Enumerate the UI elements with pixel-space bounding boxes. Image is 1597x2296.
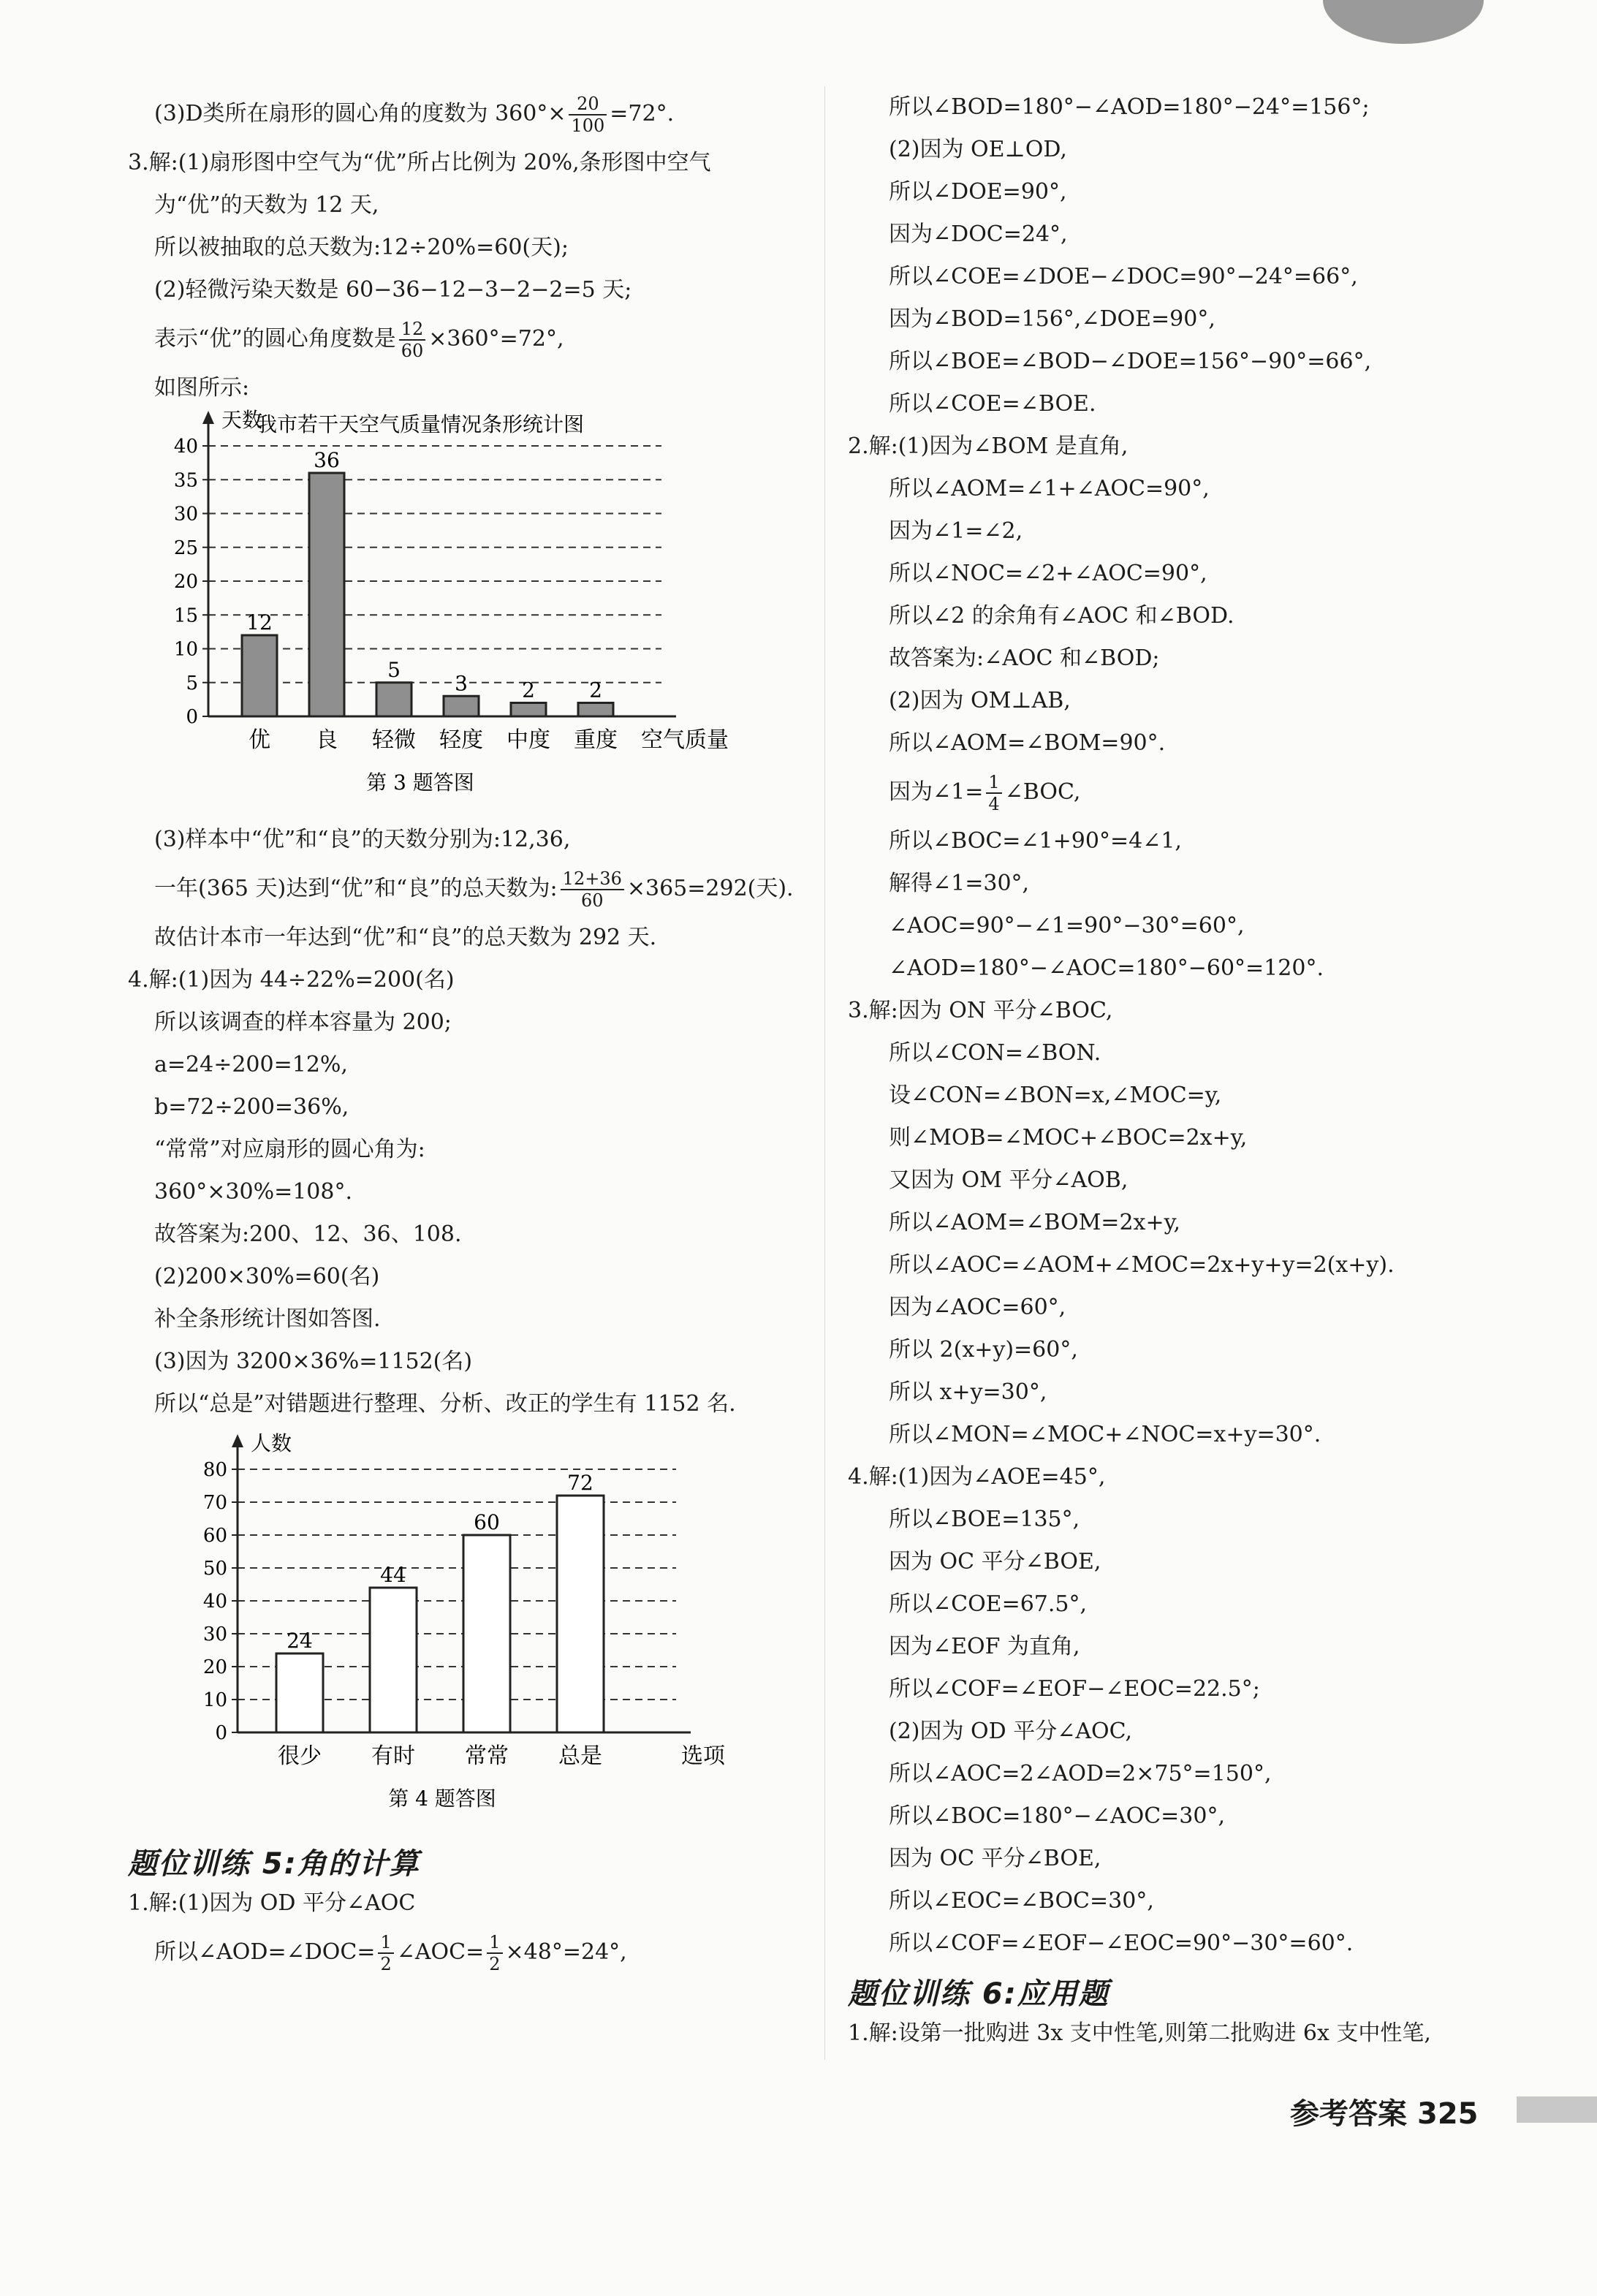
text-line: 所以∠2 的余角有∠AOC 和∠BOD.	[889, 603, 1234, 629]
fraction	[399, 319, 426, 361]
fraction-numerator: 1	[378, 1932, 393, 1954]
x-tick-label: 轻微	[372, 727, 416, 753]
text-line: 所以∠MON=∠MOC+∠NOC=x+y=30°.	[889, 1422, 1321, 1447]
text-span: ×360°=72°,	[428, 326, 564, 352]
y-tick-label: 0	[186, 706, 198, 728]
bar	[376, 683, 411, 716]
chart-air-quality-svg	[128, 409, 771, 819]
bar-value-label: 36	[314, 448, 340, 472]
text-line: 所以∠AOM=∠1+∠AOC=90°,	[889, 476, 1210, 501]
text-line: 所以∠AOC=∠AOM+∠MOC=2x+y+y=2(x+y).	[889, 1252, 1395, 1278]
text-line: 所以∠AOM=∠BOM=90°.	[889, 730, 1166, 756]
text-line: 所以∠COE=∠BOE.	[889, 391, 1096, 417]
text-line: (3)样本中“优”和“良”的天数分别为:12,36,	[154, 827, 571, 852]
text-line	[128, 861, 808, 917]
fraction-numerator: 12	[399, 319, 426, 341]
page-corner-decoration	[1323, 0, 1484, 44]
text-line: 所以∠COE=∠DOE−∠DOC=90°−24°=66°,	[889, 264, 1358, 289]
text-line: 因为∠DOC=24°,	[889, 221, 1068, 247]
y-tick-label: 10	[202, 1689, 227, 1711]
bar-value-label: 44	[380, 1563, 406, 1587]
text-line: 故答案为:∠AOC 和∠BOD;	[889, 645, 1160, 671]
fraction-denominator: 100	[571, 115, 605, 136]
section-title-5: 题位训练 5:角的计算	[128, 1835, 808, 1882]
text-line: (2)因为 OD 平分∠AOC,	[889, 1719, 1133, 1744]
right-column	[848, 86, 1506, 2055]
text-line: 4.解:(1)因为 44÷22%=200(名)	[128, 967, 455, 993]
bar-value-label: 5	[387, 657, 401, 682]
text-line: 所以被抽取的总天数为:12÷20%=60(天);	[154, 235, 569, 260]
y-tick-label: 5	[186, 672, 198, 694]
bar-value-label: 60	[474, 1510, 500, 1534]
x-tick-label: 常常	[465, 1743, 509, 1769]
x-tick-label: 很少	[278, 1743, 322, 1769]
fraction-numerator: 1	[986, 772, 1001, 794]
y-tick-label: 40	[173, 436, 198, 458]
x-tick-label: 有时	[371, 1743, 415, 1769]
text-line: 因为∠EOF 为直角,	[889, 1634, 1080, 1659]
text-line: 则∠MOB=∠MOC+∠BOC=2x+y,	[889, 1125, 1248, 1151]
text-line: ∠AOC=90°−∠1=90°−30°=60°,	[889, 913, 1245, 939]
fraction-numerator: 20	[569, 94, 607, 115]
y-tick-label: 20	[202, 1656, 227, 1678]
bar	[370, 1588, 417, 1732]
text-line: 所以∠COF=∠EOF−∠EOC=90°−30°=60°.	[889, 1931, 1354, 1956]
footer-label: 参考答案	[1290, 2097, 1407, 2131]
text-line: 所以∠AOM=∠BOM=2x+y,	[889, 1210, 1181, 1235]
text-line: 所以该调查的样本容量为 200;	[154, 1009, 452, 1035]
text-line: 2.解:(1)因为∠BOM 是直角,	[848, 433, 1128, 459]
left-column	[128, 86, 808, 1980]
text-line: 所以∠BOE=∠BOD−∠DOE=156°−90°=66°,	[889, 349, 1372, 374]
text-line: 所以∠COF=∠EOF−∠EOC=22.5°;	[889, 1676, 1260, 1702]
text-line	[128, 311, 808, 367]
footer-decoration-bar	[1517, 2096, 1597, 2123]
text-line: 所以∠BOC=180°−∠AOC=30°,	[889, 1803, 1226, 1829]
fraction-numerator: 12+36	[561, 868, 624, 890]
y-tick-label: 30	[202, 1624, 227, 1645]
fraction-denominator: 4	[988, 794, 1000, 814]
bar	[276, 1653, 323, 1732]
y-tick-label: 60	[202, 1525, 227, 1547]
text-line: 补全条形统计图如答图.	[154, 1306, 381, 1332]
text-line: 所以∠BOE=135°,	[889, 1507, 1080, 1532]
text-span: 一年(365 天)达到“优”和“良”的总天数为:	[154, 876, 558, 901]
y-tick-label: 35	[173, 469, 198, 492]
bar	[578, 703, 613, 717]
chart-survey-svg	[128, 1425, 771, 1835]
text-span: ∠BOC,	[1004, 779, 1081, 805]
text-line: 所以 2(x+y)=60°,	[889, 1337, 1078, 1363]
text-span: ∠AOC=	[396, 1939, 485, 1965]
chart-caption: 第 3 题答图	[366, 770, 474, 795]
text-line: 为“优”的天数为 12 天,	[154, 192, 379, 218]
text-span: ×365=292(天).	[626, 876, 794, 901]
x-tick-label: 总是	[558, 1743, 602, 1769]
text-span: (3)D类所在扇形的圆心角的度数为 360°×	[154, 101, 566, 126]
text-line: 所以∠BOC=∠1+90°=4∠1,	[889, 828, 1182, 854]
bar-value-label: 72	[567, 1471, 593, 1495]
text-line: 所以∠BOD=180°−∠AOD=180°−24°=156°;	[889, 94, 1370, 120]
fraction-denominator: 60	[401, 341, 424, 361]
x-tick-label: 优	[249, 727, 270, 753]
text-line: b=72÷200=36%,	[154, 1094, 349, 1120]
text-line: (2)因为 OM⊥AB,	[889, 688, 1071, 713]
text-line: 因为 OC 平分∠BOE,	[889, 1549, 1101, 1575]
y-tick-label: 70	[202, 1492, 227, 1514]
y-axis-arrow	[232, 1434, 243, 1447]
text-line: 4.解:(1)因为∠AOE=45°,	[848, 1464, 1106, 1490]
page-footer	[1290, 2091, 1479, 2132]
x-tick-label: 中度	[507, 727, 550, 753]
y-axis-label: 天数	[221, 409, 263, 432]
text-line: 故答案为:200、12、36、108.	[154, 1221, 462, 1247]
bar-value-label: 12	[246, 610, 273, 634]
text-line: 所以∠COE=67.5°,	[889, 1591, 1088, 1617]
text-line: 如图所示:	[154, 375, 250, 401]
text-line	[128, 86, 808, 142]
chart-caption: 第 4 题答图	[388, 1787, 496, 1811]
y-tick-label: 80	[202, 1459, 227, 1481]
text-line: 所以∠NOC=∠2+∠AOC=90°,	[889, 561, 1207, 586]
text-line: “常常”对应扇形的圆心角为:	[154, 1137, 425, 1162]
text-span: =72°.	[610, 101, 675, 126]
y-tick-label: 15	[173, 605, 198, 627]
text-line: 1.解:(1)因为 OD 平分∠AOC	[128, 1890, 416, 1916]
bar-value-label: 24	[287, 1629, 313, 1653]
y-tick-label: 30	[173, 503, 198, 526]
text-line: 1.解:设第一批购进 3x 支中性笔,则第二批购进 6x 支中性笔,	[848, 2020, 1431, 2046]
text-line: 所以 x+y=30°,	[889, 1379, 1047, 1405]
bar-value-label: 3	[455, 671, 468, 696]
text-line: 又因为 OM 平分∠AOB,	[889, 1167, 1128, 1193]
section-title-6: 题位训练 6:应用题	[848, 1965, 1506, 2012]
text-line: 因为 OC 平分∠BOE,	[889, 1846, 1101, 1871]
x-axis-label: 空气质量	[641, 727, 729, 753]
x-axis-label: 选项	[681, 1743, 725, 1769]
x-tick-label: 轻度	[439, 727, 483, 753]
bar	[511, 703, 546, 717]
column-divider	[824, 86, 825, 2060]
text-line: 故估计本市一年达到“优”和“良”的总天数为 292 天.	[154, 925, 657, 950]
text-line: (2)轻微污染天数是 60−36−12−3−2−2=5 天;	[154, 277, 632, 303]
fraction	[487, 1932, 502, 1974]
text-span: 所以∠AOD=∠DOC=	[154, 1939, 376, 1965]
text-line: (2)200×30%=60(名)	[154, 1264, 380, 1289]
y-tick-label: 50	[202, 1558, 227, 1580]
text-line: 所以∠DOE=90°,	[889, 179, 1067, 205]
y-tick-label: 10	[173, 638, 198, 661]
bar	[557, 1496, 604, 1732]
text-line: 所以∠AOC=2∠AOD=2×75°=150°,	[889, 1761, 1272, 1787]
text-line: 因为∠BOD=156°,∠DOE=90°,	[889, 306, 1215, 332]
text-line: (3)因为 3200×36%=1152(名)	[154, 1349, 473, 1374]
y-tick-label: 25	[173, 537, 198, 559]
text-line: 3.解:因为 ON 平分∠BOC,	[848, 998, 1113, 1023]
y-tick-label: 40	[202, 1591, 227, 1613]
y-tick-label: 0	[215, 1722, 227, 1744]
text-line: 360°×30%=108°.	[154, 1179, 353, 1205]
fraction	[569, 94, 607, 136]
text-span: 因为∠1=	[889, 779, 984, 805]
text-line: (2)因为 OE⊥OD,	[889, 137, 1067, 162]
page-number: 325	[1417, 2097, 1479, 2131]
text-line: 因为∠AOC=60°,	[889, 1295, 1066, 1320]
y-axis-label: 人数	[251, 1431, 292, 1455]
chart-title: 我市若干天空气质量情况条形统计图	[256, 412, 585, 436]
x-tick-label: 良	[316, 727, 338, 753]
y-axis-arrow	[202, 411, 214, 424]
text-line: ∠AOD=180°−∠AOC=180°−60°=120°.	[889, 955, 1324, 981]
fraction-denominator: 2	[380, 1954, 392, 1974]
fraction-denominator: 60	[580, 890, 604, 911]
chart-survey	[128, 1425, 808, 1835]
y-tick-label: 20	[173, 571, 198, 593]
bar	[444, 696, 479, 716]
fraction	[561, 868, 624, 911]
fraction	[378, 1932, 393, 1974]
text-span: ×48°=24°,	[505, 1939, 627, 1965]
fraction-denominator: 2	[489, 1954, 501, 1974]
bar	[463, 1535, 510, 1732]
fraction	[986, 772, 1001, 814]
bar-value-label: 2	[589, 678, 602, 702]
text-line: 3.解:(1)扇形图中空气为“优”所占比例为 20%,条形图中空气	[128, 150, 711, 175]
chart-air-quality	[128, 409, 808, 819]
x-tick-label: 重度	[574, 727, 618, 753]
text-line: 设∠CON=∠BON=x,∠MOC=y,	[889, 1083, 1222, 1108]
text-line: 所以∠EOC=∠BOC=30°,	[889, 1888, 1154, 1914]
text-span: 表示“优”的圆心角度数是	[154, 326, 396, 352]
text-line: 所以∠CON=∠BON.	[889, 1040, 1101, 1066]
text-line	[128, 1925, 808, 1980]
text-line: 因为∠1=∠2,	[889, 518, 1023, 544]
bar	[242, 635, 277, 716]
text-line	[848, 765, 1506, 820]
bar	[309, 473, 344, 716]
text-line: a=24÷200=12%,	[154, 1052, 348, 1077]
bar-value-label: 2	[522, 678, 535, 702]
text-line: 解得∠1=30°,	[889, 871, 1030, 896]
text-line: 所以“总是”对错题进行整理、分析、改正的学生有 1152 名.	[154, 1391, 736, 1417]
fraction-numerator: 1	[487, 1932, 502, 1954]
